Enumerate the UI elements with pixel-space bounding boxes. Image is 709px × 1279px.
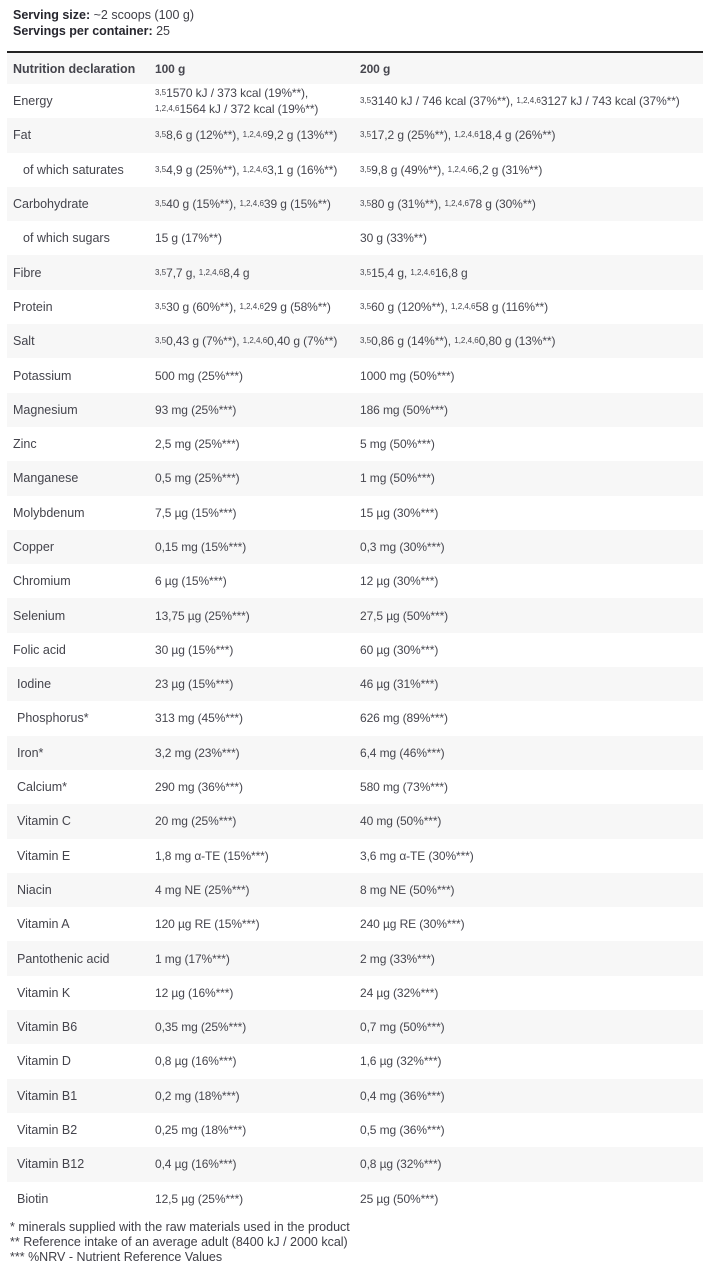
row-label: Vitamin B6 [17, 1020, 78, 1035]
row-value-100g: $^{3,5}$30 g (60%**), $^{1,2,4,6}$29 g (58%**) [155, 299, 331, 314]
footnote-reference-superscript: 1,2,4,6 [198, 267, 224, 277]
row-label: Vitamin B12 [17, 1157, 85, 1172]
footnote-minerals: * minerals supplied with the raw materials used in the product [10, 1219, 350, 1234]
row-label: Chromium [13, 574, 71, 589]
row-value-200g: $^{3,5}$0,86 g (14%**), $^{1,2,4,6}$0,80 g (13%**) [360, 334, 556, 349]
header-200g: 200 g [360, 61, 391, 76]
row-value-200g: 2 mg (33%***) [360, 951, 435, 966]
footnote-reference-superscript: 3,5 [360, 301, 372, 311]
table-row [7, 84, 703, 118]
table-row [7, 324, 703, 358]
table-row [7, 393, 703, 427]
row-value-200g: 0,5 mg (36%***) [360, 1123, 445, 1138]
row-value-200g: 0,4 mg (36%***) [360, 1088, 445, 1103]
row-label: Niacin [17, 882, 52, 897]
row-value-100g: 313 mg (45%***) [155, 711, 243, 726]
row-value-100g: 1 mg (17%***) [155, 951, 230, 966]
row-value-100g: 0,15 mg (15%***) [155, 540, 247, 554]
row-label: Iodine [17, 677, 52, 692]
row-label: Pantothenic acid [17, 951, 110, 966]
footnote-reference-superscript: 1,2,4,6 [516, 96, 541, 106]
row-value-100g: 4 mg NE (25%***) [155, 882, 250, 897]
row-label: Biotin [17, 1191, 49, 1206]
row-value-200g: 1,6 µg (32%***) [360, 1054, 442, 1069]
table-row [7, 564, 703, 598]
row-value-100g: 12,5 µg (25%***) [155, 1191, 244, 1206]
footnote-reference-superscript: 3,5 [360, 336, 372, 346]
row-value-100g: 23 µg (15%***) [155, 677, 234, 692]
row-value-100g: 0,5 mg (25%***) [155, 471, 240, 486]
table-row [7, 496, 703, 530]
row-label: Vitamin C [17, 814, 71, 829]
row-value-100g: $^{3,5}$8,6 g (12%**), $^{1,2,4,6}$9,2 g (13%**) [155, 128, 338, 143]
row-value-100g: 0,4 µg (16%***) [155, 1157, 237, 1172]
row-value-100g: 2,5 mg (25%***) [155, 437, 240, 452]
serving-size-label: Serving size: [13, 8, 91, 22]
footnote-reference-superscript: 1,2,4,6 [451, 301, 476, 311]
row-value-200g: 30 g (33%**) [360, 231, 427, 246]
table-row [7, 1044, 703, 1078]
row-value-100g: $^{3,5}$4,9 g (25%**), $^{1,2,4,6}$3,1 g (16%**) [155, 162, 338, 177]
table-row [7, 358, 703, 392]
row-value-100g: 13,75 µg (25%***) [155, 608, 250, 623]
table-row [7, 1010, 703, 1044]
row-label: Magnesium [13, 402, 78, 417]
nutrition-table [7, 51, 703, 1216]
row-value-200g: 46 µg (31%***) [360, 677, 439, 692]
footnote-reference-superscript: 3,5 [155, 130, 167, 140]
table-row [7, 736, 703, 770]
row-value-100g: 290 mg (36%***) [155, 780, 243, 795]
table-row [7, 1079, 703, 1113]
table-row [7, 530, 703, 564]
row-value-100g: $^{3,5}$40 g (15%**), $^{1,2,4,6}$39 g (15%**) [155, 197, 331, 212]
row-label: of which sugars [23, 231, 110, 246]
row-label: Zinc [13, 437, 37, 452]
row-label: Fat [13, 128, 32, 143]
table-row [7, 427, 703, 461]
row-value-100g: 120 µg RE (15%***) [155, 917, 260, 932]
row-value-100g: 0,35 mg (25%***) [155, 1020, 247, 1035]
row-value-100g: 15 g (17%**) [155, 231, 222, 246]
serving-info [13, 8, 709, 39]
row-value-200g: 6,4 mg (46%***) [360, 745, 445, 760]
table-row [7, 1147, 703, 1181]
row-label: Calcium* [17, 780, 68, 795]
header-100g: 100 g [155, 61, 186, 76]
footnote-reference-superscript: 1,2,4,6 [242, 164, 268, 174]
row-value-100g: $^{3,5}$1570 kJ / 373 kcal (19%**), $^{1,2,4,6}$1564 kJ / 372 kcal (19%**) [155, 86, 319, 117]
row-value-200g: 27,5 µg (50%***) [360, 608, 449, 623]
row-label: Protein [13, 299, 53, 314]
row-value-100g: 6 µg (15%***) [155, 574, 227, 589]
row-label: Molybdenum [13, 505, 85, 520]
table-row [7, 633, 703, 667]
footnote-reference-superscript: 1,2,4,6 [242, 130, 268, 140]
servings-per-container-label: Servings per container: [13, 23, 153, 38]
footnote-reference-superscript: 1,2,4,6 [155, 104, 180, 114]
serving-size-line [13, 8, 709, 24]
row-label: Vitamin A [17, 917, 70, 932]
footnote-reference-superscript: 3,5 [155, 164, 167, 174]
row-label: Selenium [13, 608, 66, 623]
footnote-reference-superscript: 1,2,4,6 [447, 164, 473, 174]
row-value-100g: 93 mg (25%***) [155, 402, 237, 417]
row-label: Copper [13, 540, 54, 554]
row-value-100g: $^{3,5}$7,7 g, $^{1,2,4,6}$8,4 g [155, 265, 250, 280]
table-row [7, 873, 703, 907]
row-label: Folic acid [13, 642, 66, 657]
footnote-reference-superscript: 3,5 [360, 199, 372, 209]
footnote-reference-superscript: 3,5 [360, 267, 372, 277]
servings-per-container-line [13, 24, 709, 40]
row-value-200g: 186 mg (50%***) [360, 402, 448, 417]
row-value-200g: $^{3,5}$3140 kJ / 746 kcal (37%**), $^{1,2,4,6}$3127 kJ / 743 kcal (37%**) [360, 94, 680, 109]
table-row [7, 1113, 703, 1147]
row-value-100g: 0,2 mg (18%***) [155, 1088, 240, 1103]
row-value-100g: 20 mg (25%***) [155, 814, 237, 829]
footnote-reference-superscript: 3,5 [155, 301, 167, 311]
row-value-200g: $^{3,5}$80 g (31%**), $^{1,2,4,6}$78 g (30%**) [360, 197, 536, 212]
serving-size-value: ~2 scoops (100 g) [93, 8, 195, 22]
table-row [7, 907, 703, 941]
row-value-100g: 3,2 mg (23%***) [155, 745, 240, 760]
row-value-200g: 5 mg (50%***) [360, 437, 435, 452]
row-label: Vitamin B2 [17, 1123, 78, 1138]
row-label: Phosphorus* [17, 711, 89, 726]
table-row [7, 153, 703, 187]
footnote-reference-superscript: 3,5 [155, 88, 167, 98]
table-header-row [7, 53, 703, 84]
row-value-200g: 0,8 µg (32%***) [360, 1157, 442, 1172]
table-row [7, 118, 703, 152]
row-value-200g: 24 µg (32%***) [360, 985, 439, 1000]
footnote-reference-superscript: 3,5 [155, 267, 167, 277]
row-value-200g: $^{3,5}$60 g (120%**), $^{1,2,4,6}$58 g (116%**) [360, 299, 549, 314]
footnotes [10, 1220, 709, 1266]
table-row [7, 598, 703, 632]
row-value-200g: 8 mg NE (50%***) [360, 882, 455, 897]
footnote-reference-superscript: 1,2,4,6 [444, 199, 469, 209]
row-value-100g: 500 mg (25%***) [155, 368, 243, 383]
row-value-200g: 12 µg (30%***) [360, 574, 439, 589]
servings-per-container-value: 25 [156, 23, 171, 38]
row-value-200g: 3,6 mg α-TE (30%***) [360, 848, 474, 863]
row-label: Manganese [13, 471, 79, 486]
footnote-reference-superscript: 3,5 [155, 336, 167, 346]
row-label: Potassium [13, 368, 72, 383]
row-value-100g: $^{3,5}$0,43 g (7%**), $^{1,2,4,6}$0,40 g (7%**) [155, 334, 338, 349]
footnote-reference-superscript: 1,2,4,6 [242, 336, 268, 346]
row-label: of which saturates [23, 162, 124, 177]
footnote-reference-superscript: 3,5 [360, 96, 372, 106]
table-body [7, 84, 703, 1216]
table-row [7, 187, 703, 221]
row-value-200g: 1000 mg (50%***) [360, 368, 455, 383]
row-value-200g: 0,7 mg (50%***) [360, 1020, 445, 1035]
footnote-reference-intake: ** Reference intake of an average adult (8400 kJ / 2000 kcal) [10, 1235, 348, 1249]
footnote-reference-superscript: 1,2,4,6 [454, 130, 479, 140]
header-nutrition-declaration: Nutrition declaration [13, 61, 136, 76]
table-row [7, 255, 703, 289]
row-value-200g: 0,3 mg (30%***) [360, 540, 445, 554]
table-row [7, 290, 703, 324]
row-value-100g: 1,8 mg α-TE (15%***) [155, 848, 269, 863]
row-label: Carbohydrate [13, 197, 89, 212]
row-label: Iron* [17, 745, 44, 760]
row-value-200g: 60 µg (30%***) [360, 642, 439, 657]
row-label: Vitamin E [17, 848, 71, 863]
row-value-100g: 12 µg (16%***) [155, 985, 234, 1000]
row-label: Vitamin K [17, 985, 71, 1000]
row-label: Salt [13, 334, 35, 349]
row-value-200g: 40 mg (50%***) [360, 814, 442, 829]
table-row [7, 976, 703, 1010]
row-value-200g: 626 mg (89%***) [360, 711, 448, 726]
row-value-200g: 1 mg (50%***) [360, 471, 435, 486]
row-label: Vitamin B1 [17, 1088, 78, 1103]
row-label: Vitamin D [17, 1054, 71, 1069]
table-row [7, 667, 703, 701]
footnote-reference-superscript: 1,2,4,6 [454, 336, 479, 346]
footnote-reference-superscript: 3,5 [360, 164, 372, 174]
table-row [7, 839, 703, 873]
row-value-100g: 7,5 µg (15%***) [155, 505, 237, 520]
table-row [7, 461, 703, 495]
row-value-200g: $^{3,5}$17,2 g (25%**), $^{1,2,4,6}$18,4 g (26%**) [360, 128, 556, 143]
table-row [7, 804, 703, 838]
table-row [7, 221, 703, 255]
footnote-nrv: *** %NRV - Nutrient Reference Values [10, 1250, 223, 1265]
row-value-200g: 240 µg RE (30%***) [360, 917, 465, 932]
row-value-200g: $^{3,5}$9,8 g (49%**), $^{1,2,4,6}$6,2 g (31%**) [360, 162, 543, 177]
row-value-100g: 0,25 mg (18%***) [155, 1123, 247, 1138]
row-value-100g: 0,8 µg (16%***) [155, 1054, 237, 1069]
table-row [7, 770, 703, 804]
footnote-reference-superscript: 3,5 [360, 130, 372, 140]
footnote-reference-superscript: 3,5 [155, 199, 167, 209]
row-label: Fibre [13, 265, 42, 280]
row-value-100g: 30 µg (15%***) [155, 642, 234, 657]
row-label: Energy [13, 94, 53, 109]
table-row [7, 1182, 703, 1216]
row-value-200g: 15 µg (30%***) [360, 505, 439, 520]
table-row [7, 941, 703, 975]
row-value-200g: 580 mg (73%***) [360, 780, 448, 795]
table-row [7, 701, 703, 735]
footnote-reference-superscript: 1,2,4,6 [239, 199, 264, 209]
row-value-200g: $^{3,5}$15,4 g, $^{1,2,4,6}$16,8 g [360, 265, 468, 280]
footnote-reference-superscript: 1,2,4,6 [239, 301, 264, 311]
footnote-reference-superscript: 1,2,4,6 [410, 267, 435, 277]
row-value-200g: 25 µg (50%***) [360, 1191, 439, 1206]
